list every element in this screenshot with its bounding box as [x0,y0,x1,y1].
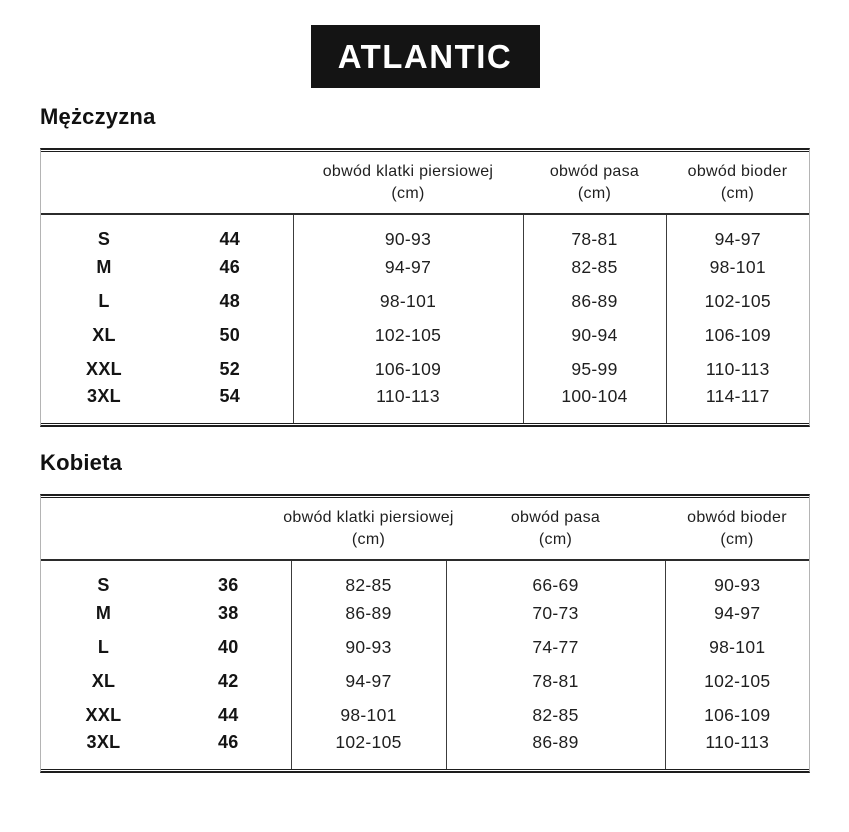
cell-num: 52 [219,358,241,379]
table-row [41,664,809,698]
waist-column-header: obwód pasa (cm) [523,152,666,214]
cell-letter: XXL [86,358,122,379]
cell-num: 44 [217,704,239,725]
cell-chest: 94-97 [293,250,523,284]
cell-waist: 100-104 [523,386,666,423]
table-row [41,386,809,423]
waist-column-header: obwód pasa (cm) [446,498,665,560]
hips-column-header: obwód bioder (cm) [666,152,809,214]
table-row [41,596,809,630]
cell-hips: 94-97 [665,596,809,630]
cell-hips: 114-117 [666,386,809,423]
cell-num: 46 [217,732,239,752]
cell-letter: S [97,575,110,595]
cell-waist: 74-77 [446,630,665,664]
cell-chest: 102-105 [291,732,446,769]
cell-waist: 90-94 [523,318,666,352]
hips-column-header: obwód bioder (cm) [665,498,809,560]
cell-chest: 94-97 [291,664,446,698]
cell-num: 50 [219,324,241,345]
cell-letter: M [96,256,112,277]
size-column-header [41,152,293,214]
cell-hips: 106-109 [665,698,809,732]
cell-hips: 106-109 [666,318,809,352]
women-table-body [41,560,809,769]
cell-hips: 98-101 [666,250,809,284]
cell-waist: 95-99 [523,352,666,386]
cell-hips: 90-93 [665,560,809,596]
cell-num: 42 [217,670,239,691]
cell-num: 38 [217,602,239,623]
men-table-body [41,214,809,423]
table-row [41,698,809,732]
size-column-header [41,498,291,560]
table-row [41,352,809,386]
table-row [41,318,809,352]
women-section [40,450,810,773]
cell-num: 44 [219,229,241,249]
cell-waist: 82-85 [523,250,666,284]
cell-chest: 98-101 [291,698,446,732]
cell-hips: 110-113 [666,352,809,386]
cell-letter: L [98,290,110,311]
cell-chest: 86-89 [291,596,446,630]
cell-hips: 98-101 [665,630,809,664]
table-row [41,284,809,318]
cell-letter: M [95,602,112,623]
cell-num: 54 [219,386,241,406]
men-table-header [41,152,809,214]
brand-logo [311,25,540,88]
cell-chest: 82-85 [291,560,446,596]
cell-chest: 98-101 [293,284,523,318]
cell-hips: 94-97 [666,214,809,250]
cell-waist: 66-69 [446,560,665,596]
cell-waist: 70-73 [446,596,665,630]
men-section [40,104,810,427]
chest-column-header: obwód klatki piersiowej (cm) [293,152,523,214]
cell-waist: 78-81 [446,664,665,698]
cell-chest: 102-105 [293,318,523,352]
women-table-header [41,498,809,560]
women-size-table [40,494,810,773]
table-row [41,250,809,284]
brand-logo-text: ATLANTIC [337,38,513,75]
cell-chest: 90-93 [291,630,446,664]
cell-num: 46 [219,256,241,277]
table-row [41,560,809,596]
men-size-table [40,148,810,427]
table-row [41,732,809,769]
cell-waist: 82-85 [446,698,665,732]
cell-letter: 3XL [86,732,121,752]
cell-chest: 110-113 [293,386,523,423]
table-row [41,630,809,664]
cell-waist: 78-81 [523,214,666,250]
cell-letter: L [97,636,110,657]
cell-hips: 110-113 [665,732,809,769]
cell-letter: XL [91,670,116,691]
cell-letter: XXL [85,704,122,725]
cell-num: 40 [217,636,239,657]
cell-waist: 86-89 [446,732,665,769]
cell-chest: 106-109 [293,352,523,386]
cell-chest: 90-93 [293,214,523,250]
cell-hips: 102-105 [665,664,809,698]
cell-hips: 102-105 [666,284,809,318]
cell-letter: XL [92,324,116,345]
cell-letter: S [97,229,111,249]
men-section-title: Mężczyzna [40,104,156,129]
cell-num: 36 [217,575,239,595]
table-row [41,214,809,250]
chest-column-header: obwód klatki piersiowej (cm) [291,498,446,560]
cell-waist: 86-89 [523,284,666,318]
cell-letter: 3XL [87,386,121,406]
women-section-title: Kobieta [40,450,123,475]
cell-num: 48 [219,290,241,311]
